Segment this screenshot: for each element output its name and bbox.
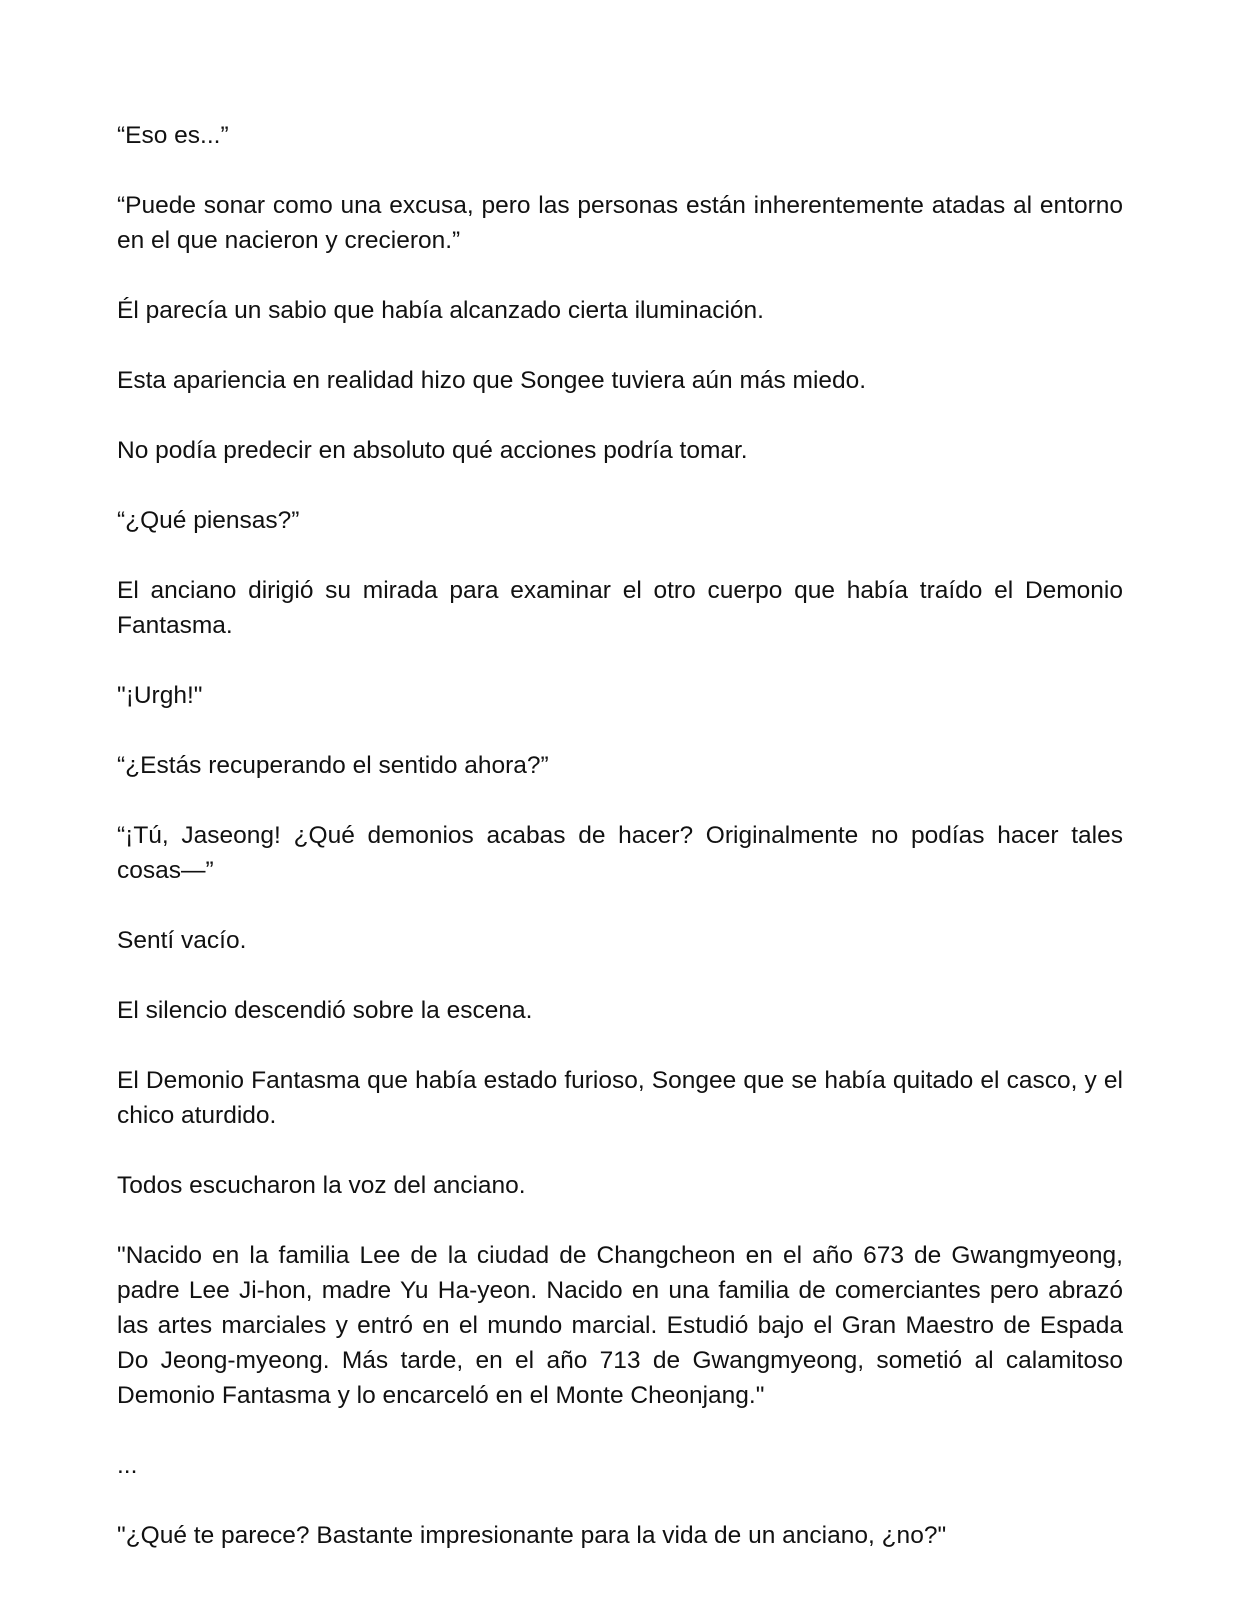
paragraph-13: El Demonio Fantasma que había estado furioso, Songee que se había quitado el casco, y el chico aturdido. xyxy=(117,1067,1123,1129)
document-page xyxy=(117,118,1123,1553)
paragraph-3: Él parecía un sabio que había alcanzado cierta iluminación. xyxy=(117,297,764,324)
paragraph-14: Todos escucharon la voz del anciano. xyxy=(117,1172,526,1199)
paragraph-6: “¿Qué piensas?” xyxy=(117,507,300,534)
paragraph-9: “¿Estás recuperando el sentido ahora?” xyxy=(117,752,549,779)
paragraph-12: El silencio descendió sobre la escena. xyxy=(117,997,533,1024)
paragraph-2: “Puede sonar como una excusa, pero las personas están inherentemente atadas al entorno en el que nacieron y crecieron.” xyxy=(117,192,1123,254)
paragraph-11: Sentí vacío. xyxy=(117,927,247,954)
paragraph-4: Esta apariencia en realidad hizo que Songee tuviera aún más miedo. xyxy=(117,367,867,394)
paragraph-5: No podía predecir en absoluto qué acciones podría tomar. xyxy=(117,437,748,464)
paragraph-17: "¿Qué te parece? Bastante impresionante para la vida de un anciano, ¿no?" xyxy=(117,1522,947,1549)
paragraph-1: “Eso es...” xyxy=(117,122,229,149)
paragraph-15: "Nacido en la familia Lee de la ciudad de Changcheon en el año 673 de Gwangmyeong, padre Lee Ji-hon, madre Yu Ha-yeon. Nacido en una familia de comerciantes pero abrazó las artes marciales y entró en el mundo marcial. Estudió bajo el Gran Maestro de Espada Do Jeong-myeong. Más tarde, en el año 713 de Gwangmyeong, sometió al calamitoso Demonio Fantasma y lo encarceló en el Monte Cheonjang." xyxy=(117,1242,1123,1409)
paragraph-8: "¡Urgh!" xyxy=(117,682,203,709)
paragraph-10: “¡Tú, Jaseong! ¿Qué demonios acabas de hacer? Originalmente no podías hacer tales cosas—” xyxy=(117,822,1123,884)
paragraph-16: ... xyxy=(117,1452,138,1479)
paragraph-7: El anciano dirigió su mirada para examinar el otro cuerpo que había traído el Demonio Fantasma. xyxy=(117,577,1123,639)
